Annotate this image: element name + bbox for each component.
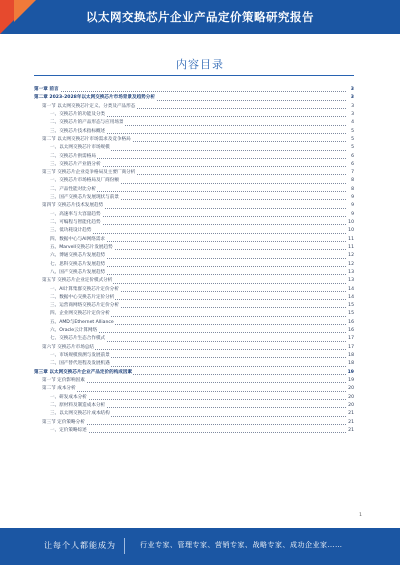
toc-entry-label: 第五节 交换芯片企业定价模式分析 [42,277,113,285]
toc-entry-page: 6 [346,161,354,169]
toc-leader-dots [42,382,346,383]
toc-leader-dots [50,233,346,234]
toc-entry-label: 一、交换芯片市场格局及厂商份额 [50,177,120,185]
toc-entry[interactable] [34,377,354,385]
toc-entry-label: 二、交换芯片的产品形态与应用场景 [50,119,125,127]
table-of-contents [34,86,354,435]
toc-leader-dots [50,399,346,400]
footer-divider [124,538,125,554]
toc-entry-label: 二、国产替代进程及发展机遇 [50,360,111,368]
toc-entry[interactable] [34,186,354,194]
toc-entry[interactable] [34,261,354,269]
toc-entry-page: 15 [346,310,354,318]
toc-entry-page: 12 [346,261,354,269]
toc-entry[interactable] [34,153,354,161]
toc-entry-label: 三、交换芯片技术指标概述 [50,128,106,136]
toc-entry-label: 七、思科交换芯片发展趋势 [50,261,106,269]
toc-entry-page: 7 [346,169,354,177]
toc-leader-dots [42,391,346,392]
toc-entry[interactable] [34,136,354,144]
toc-entry-label: 一、市场规模预测与发展前景 [50,352,111,360]
toc-entry-label: 七、交换芯片生态合作模式 [50,335,106,343]
toc-entry-page: 14 [346,286,354,294]
toc-entry-page: 5 [346,136,354,144]
toc-entry-label: 三、运营商网络交换芯片定价分析 [50,302,120,310]
toc-entry[interactable] [34,369,354,377]
toc-entry-page: 8 [346,186,354,194]
toc-entry[interactable] [34,277,354,285]
toc-entry-page: 16 [346,319,354,327]
toc-entry-label: 一、以太网交换芯片市场规模 [50,144,111,152]
toc-entry-page: 5 [346,128,354,136]
toc-entry[interactable] [34,410,354,418]
toc-entry-page: 20 [346,394,354,402]
toc-entry[interactable] [34,103,354,111]
toc-entry-page: 14 [346,294,354,302]
toc-entry-page: 17 [346,335,354,343]
toc-entry-label: 第六节 交换芯片市场总结 [42,344,95,352]
toc-entry[interactable] [34,202,354,210]
toc-entry-page: 3 [346,111,354,119]
toc-entry-page: 20 [346,385,354,393]
toc-entry-page: 19 [346,369,354,377]
toc-entry-page: 21 [346,427,354,435]
toc-entry-label: 五、AMD与Ethernet Alliance [50,319,115,327]
toc-entry-page: 19 [346,377,354,385]
toc-entry-label: 第二节 以太网交换芯片市场需求及竞争格局 [42,136,132,144]
toc-leader-dots [42,424,346,425]
toc-divider [34,75,354,76]
toc-entry-label: 一、高速率与大容量趋势 [50,211,102,219]
toc-entry-label: 一、AI计算集群交换芯片定价分析 [50,286,120,294]
toc-leader-dots [50,432,346,433]
toc-entry-page: 9 [346,194,354,202]
toc-entry-label: 六、Oracle云计算网络 [50,327,98,335]
toc-entry-label: 第一节 以太网交换芯片定义、分类及产品形态 [42,103,136,111]
toc-entry-label: 一、研发成本分析 [50,394,88,402]
toc-entry[interactable] [34,402,354,410]
toc-entry-label: 第三节 交换芯片企业竞争格局及主要厂商分析 [42,169,136,177]
toc-entry[interactable] [34,310,354,318]
toc-entry-page: 4 [346,119,354,127]
toc-entry-label: 二、数据中心交换芯片定价分析 [50,294,115,302]
toc-entry-label: 五、Marvell交换芯片发展趋势 [50,244,114,252]
toc-entry-page: 10 [346,219,354,227]
toc-entry-page: 11 [346,236,354,244]
toc-entry[interactable] [34,385,354,393]
toc-entry[interactable] [34,286,354,294]
toc-entry-label: 一、交换芯片的功能及分类 [50,111,106,119]
toc-entry-page: 9 [346,211,354,219]
toc-entry-label: 第一节 定价影响因素 [42,377,86,385]
toc-entry-page: 10 [346,227,354,235]
toc-entry-page: 6 [346,153,354,161]
report-header [0,0,400,34]
toc-entry[interactable] [34,169,354,177]
toc-entry-page: 21 [346,410,354,418]
toc-entry-page: 5 [346,144,354,152]
toc-entry[interactable] [34,219,354,227]
toc-entry[interactable] [34,419,354,427]
toc-entry[interactable] [34,211,354,219]
toc-entry-label: 第一章 前言 [34,86,60,94]
toc-entry-page: 3 [346,86,354,94]
toc-entry-page: 11 [346,244,354,252]
toc-entry[interactable] [34,269,354,277]
toc-entry[interactable] [34,236,354,244]
toc-entry[interactable] [34,427,354,435]
toc-entry-label: 二、交换芯片供需格局 [50,153,97,161]
toc-entry[interactable] [34,294,354,302]
toc-entry-page: 21 [346,419,354,427]
toc-entry-label: 第二节 成本分析 [42,385,77,393]
toc-entry[interactable] [34,128,354,136]
toc-entry-label: 二、产品性能对比分析 [50,186,97,194]
toc-entry-label: 第二章 2023-2028年以太网交换芯片市场背景及趋势分析 [34,94,156,102]
toc-entry-page: 13 [346,269,354,277]
toc-entry-page: 18 [346,360,354,368]
toc-entry[interactable] [34,244,354,252]
toc-entry-page: 15 [346,302,354,310]
toc-entry-label: 二、原材料及制造成本分析 [50,402,106,410]
toc-entry[interactable] [34,161,354,169]
report-title: 以太网交换芯片企业产品定价策略研究报告 [86,10,314,24]
toc-entry-label: 三、交换芯片产业链分析 [50,161,102,169]
toc-entry-page: 20 [346,402,354,410]
toc-entry-page: 8 [346,177,354,185]
toc-entry[interactable] [34,335,354,343]
toc-entry-page: 3 [346,94,354,102]
toc-entry[interactable] [34,227,354,235]
toc-entry-label: 三、低功耗设计趋势 [50,227,92,235]
toc-leader-dots [34,91,346,92]
toc-entry[interactable] [34,86,354,94]
toc-entry-label: 三、国产交换芯片发展现状与前景 [50,194,120,202]
toc-entry-label: 第四节 交换芯片技术发展趋势 [42,202,104,210]
toc-entry-page: 18 [346,352,354,360]
toc-entry[interactable] [34,144,354,152]
toc-entry[interactable] [34,319,354,327]
toc-entry-label: 三、以太网交换芯片成本结构 [50,410,111,418]
toc-entry[interactable] [34,252,354,260]
toc-entry[interactable] [34,94,354,102]
toc-entry[interactable] [34,360,354,368]
toc-entry-page: 3 [346,103,354,111]
toc-entry[interactable] [34,194,354,202]
toc-entry-page: 12 [346,252,354,260]
toc-entry[interactable] [34,394,354,402]
toc-heading: 内容目录 [176,58,224,71]
toc-entry[interactable] [34,302,354,310]
toc-entry-label: 二、可编程与智能化趋势 [50,219,102,227]
toc-entry-label: 四、企业网交换芯片定价分析 [50,310,111,318]
toc-entry[interactable] [34,111,354,119]
toc-entry[interactable] [34,177,354,185]
toc-entry-label: 第三节 定价策略分析 [42,419,86,427]
toc-entry[interactable] [34,344,354,352]
toc-entry-label: 四、数据中心与AI网络需求 [50,236,106,244]
toc-entry-page: 16 [346,327,354,335]
toc-entry-page: 13 [346,277,354,285]
toc-entry-label: 一、定价策略综述 [50,427,88,435]
report-footer [0,528,400,565]
toc-entry[interactable] [34,352,354,360]
footer-slogan-left: 让每个人都能成为 [44,541,116,550]
footer-slogan-right: 行业专家、管理专家、营销专家、战略专家、成功企业家…… [140,541,343,549]
toc-entry[interactable] [34,119,354,127]
toc-entry-label: 八、国产交换芯片发展趋势 [50,269,106,277]
toc-entry[interactable] [34,327,354,335]
toc-entry-page: 9 [346,202,354,210]
toc-entry-page: 17 [346,344,354,352]
toc-entry-label: 六、博通交换芯片发展趋势 [50,252,106,260]
page-number: 1 [359,513,362,518]
toc-entry-label: 第三章 以太网交换芯片企业产品定价的构成因素 [34,369,133,377]
